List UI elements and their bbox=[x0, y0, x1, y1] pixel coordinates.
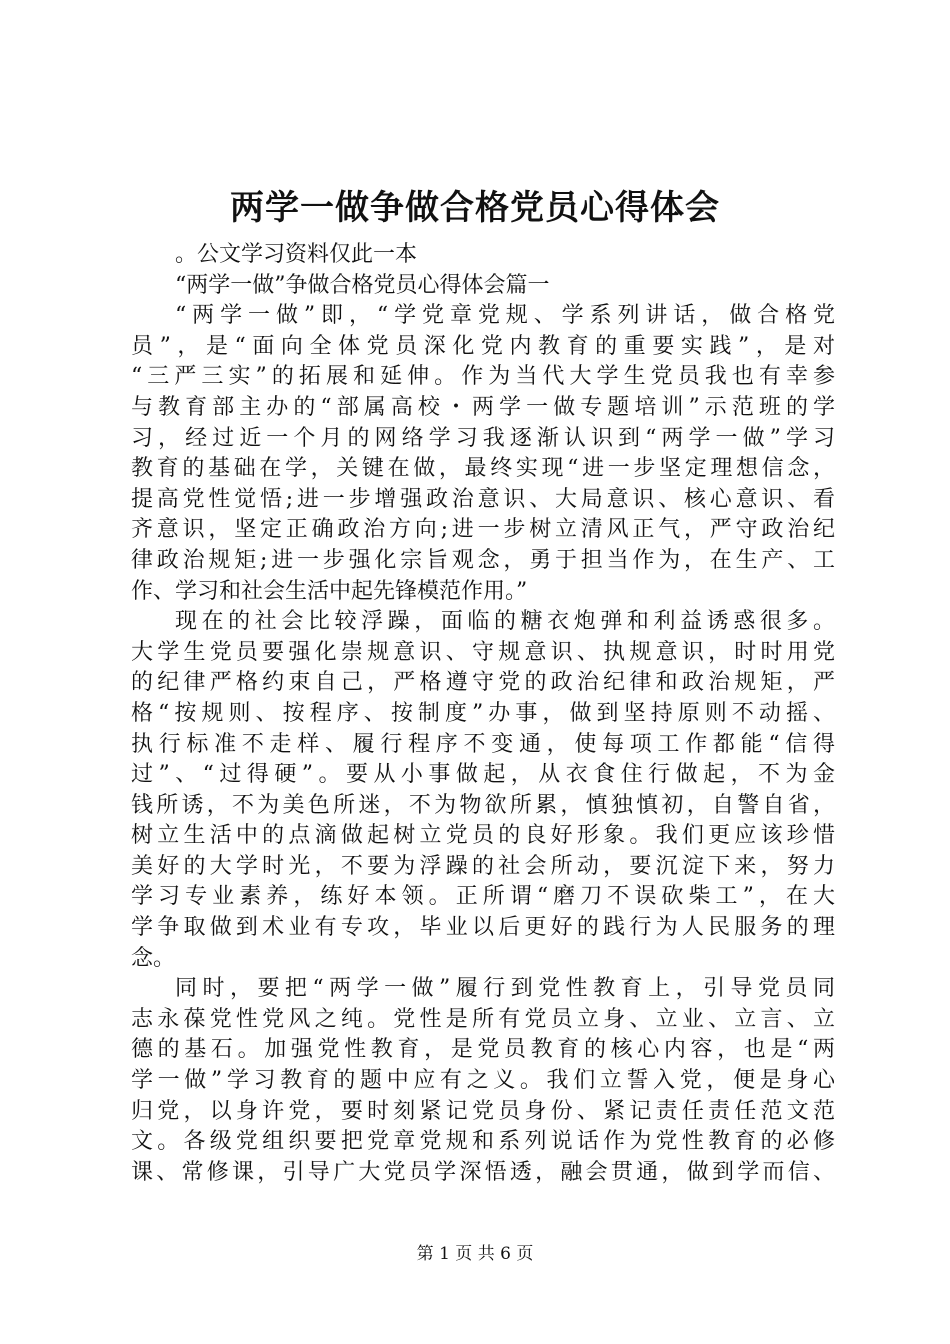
text-line: 美好的大学时光，不要为浮躁的社会所动，要沉淀下来，努力 bbox=[131, 853, 835, 879]
text-line: 学争取做到术业有专攻，毕业以后更好的践行为人民服务的理 bbox=[131, 915, 835, 941]
text-line: 教育的基础在学，关键在做，最终实现“进一步坚定理想信念， bbox=[131, 456, 835, 482]
text-line: 树立生活中的点滴做起树立党员的良好形象。我们更应该珍惜 bbox=[131, 823, 835, 849]
document-title: 两学一做争做合格党员心得体会 bbox=[230, 188, 720, 228]
text-line: 。公文学习资料仅此一本 bbox=[175, 242, 418, 267]
text-line: 律政治规矩;进一步强化宗旨观念，勇于担当作为，在生产、工 bbox=[131, 547, 835, 573]
text-line: 员”，是“面向全体党员深化党内教育的重要实践”，是对 bbox=[131, 333, 835, 359]
text-line: 习，经过近一个月的网络学习我逐渐认识到“两学一做”学习 bbox=[131, 425, 835, 451]
page-number-footer: 第 1 页 共 6 页 bbox=[416, 1244, 534, 1264]
text-line: 文。各级党组织要把党章党规和系列说话作为党性教育的必修 bbox=[131, 1129, 835, 1155]
text-line: 大学生党员要强化崇规意识、守规意识、执规意识，时时用党 bbox=[131, 639, 835, 665]
text-line: 现在的社会比较浮躁，面临的糖衣炮弹和利益诱惑很多。 bbox=[175, 609, 835, 635]
text-line: 同时，要把“两学一做”履行到党性教育上，引导党员同 bbox=[175, 976, 835, 1002]
document-body bbox=[131, 240, 835, 1188]
text-line: 学习专业素养，练好本领。正所谓“磨刀不误砍柴工”，在大 bbox=[131, 884, 835, 910]
text-line: 与教育部主办的“部属高校・两学一做专题培训”示范班的学 bbox=[131, 394, 835, 420]
text-line: 德的基石。加强党性教育，是党员教育的核心内容，也是“两 bbox=[131, 1037, 835, 1063]
text-line: 志永葆党性党风之纯。党性是所有党员立身、立业、立言、立 bbox=[131, 1006, 835, 1032]
text-line: 提高党性觉悟;进一步增强政治意识、大局意识、核心意识、看 bbox=[131, 486, 835, 512]
text-line: 的纪律严格约束自己，严格遵守党的政治纪律和政治规矩，严 bbox=[131, 670, 835, 696]
text-line: 念。 bbox=[131, 945, 176, 971]
text-line: “两学一做”争做合格党员心得体会篇一 bbox=[175, 272, 550, 298]
text-line: 格“按规则、按程序、按制度”办事，做到坚持原则不动摇、 bbox=[131, 700, 835, 726]
text-line: 归党，以身许党，要时刻紧记党员身份、紧记责任责任范文范 bbox=[131, 1098, 835, 1124]
text-line: 执行标准不走样、履行程序不变通，使每项工作都能“信得 bbox=[131, 731, 835, 757]
text-line: “三严三实”的拓展和延伸。作为当代大学生党员我也有幸参 bbox=[131, 364, 835, 390]
text-line: 学一做”学习教育的题中应有之义。我们立誓入党，便是身心 bbox=[131, 1068, 835, 1094]
text-line: “两学一做”即，“学党章党规、学系列讲话，做合格党 bbox=[175, 303, 835, 329]
text-line: 钱所诱，不为美色所迷，不为物欲所累，慎独慎初，自警自省， bbox=[131, 792, 835, 818]
text-line: 齐意识，坚定正确政治方向;进一步树立清风正气，严守政治纪 bbox=[131, 517, 835, 543]
text-line: 过”、“过得硬”。要从小事做起，从衣食住行做起，不为金 bbox=[131, 762, 835, 788]
text-line: 作、学习和社会生活中起先锋模范作用。” bbox=[131, 578, 528, 604]
text-line: 课、常修课，引导广大党员学深悟透，融会贯通，做到学而信、 bbox=[131, 1159, 835, 1185]
